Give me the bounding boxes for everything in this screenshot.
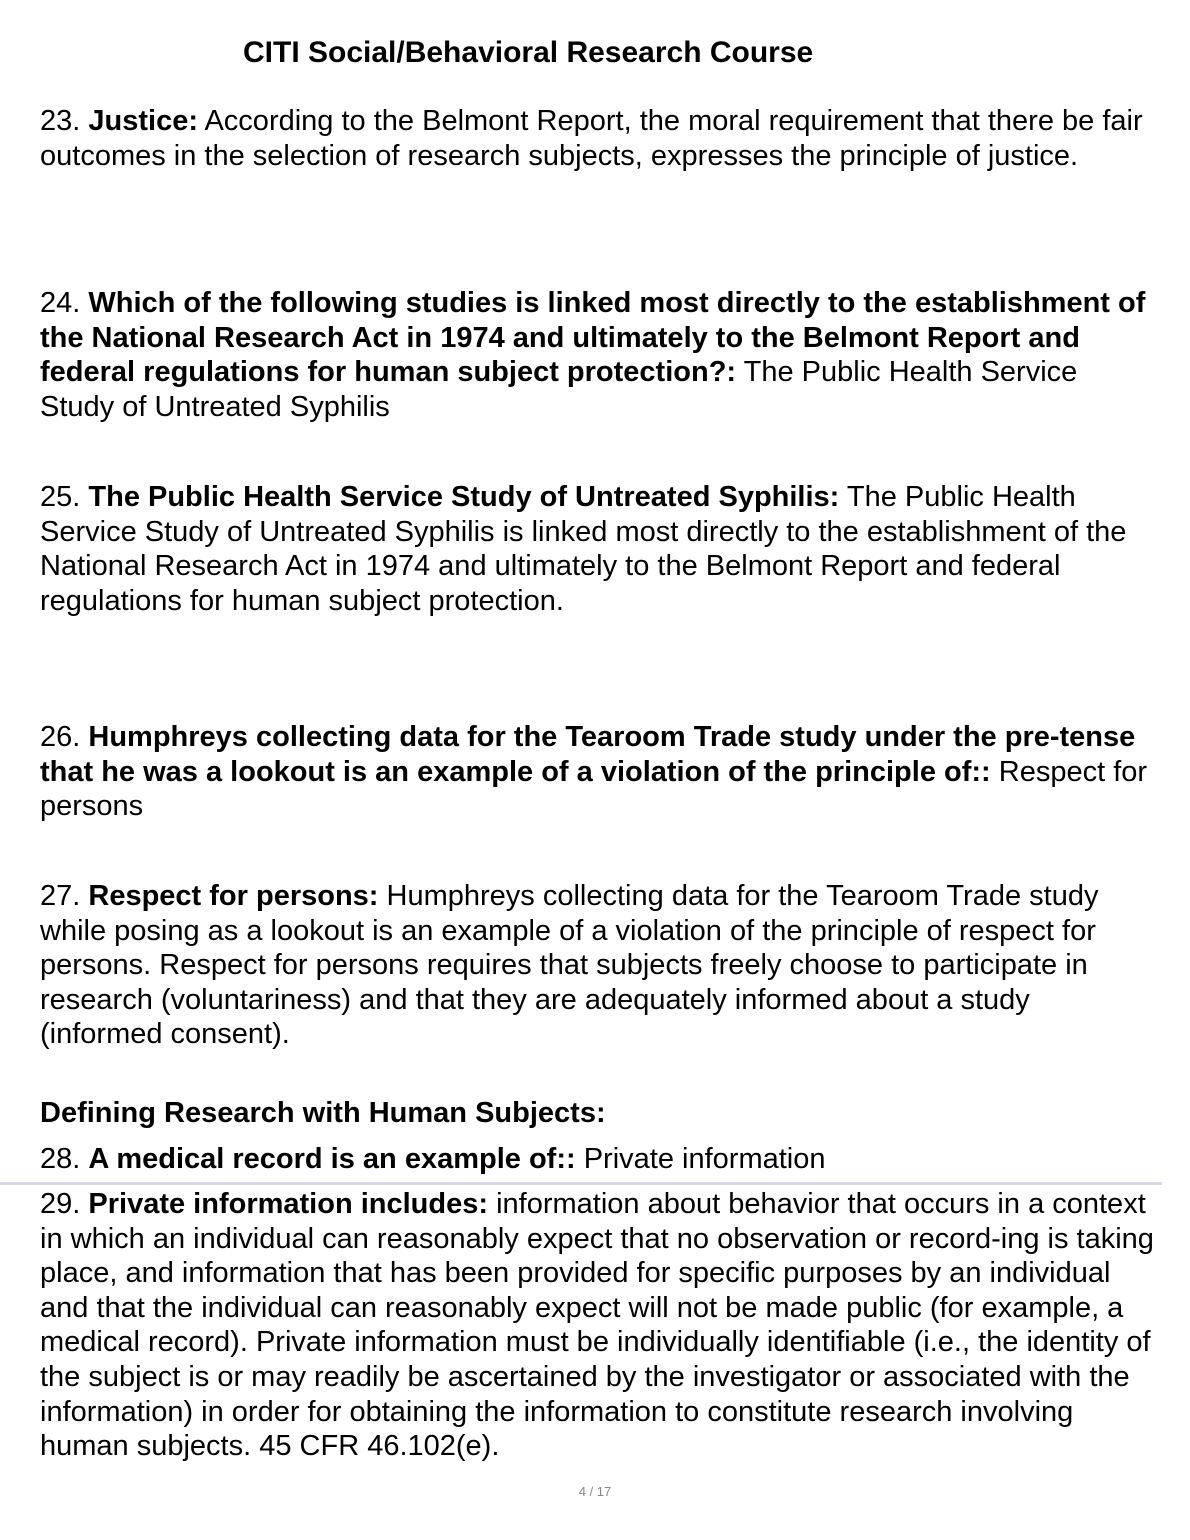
item-number: 26. bbox=[40, 721, 81, 753]
item-answer: The Public Health Service Study of Untreated Syphilis is linked most directly to the establishment of the National Research Act in 1974 and ultimately to the Belmont Report and federal regulations for human subject protection. bbox=[40, 481, 1127, 617]
qa-item-29 bbox=[40, 1187, 1158, 1464]
item-number: 29. bbox=[40, 1188, 81, 1220]
item-number: 28. bbox=[40, 1143, 81, 1175]
qa-item-24 bbox=[40, 286, 1158, 424]
item-answer: Humphreys collecting data for the Tearoom Trade study while posing as a lookout is an example of a violation of the principle of respect for persons. Respect for persons requires that subjects freely choose to participate in research (voluntariness) and that they are adequately informed about a study (informed consent). bbox=[40, 880, 1099, 1051]
item-question: Private information includes: bbox=[88, 1188, 489, 1220]
qa-item-23 bbox=[40, 104, 1158, 173]
qa-item-28 bbox=[40, 1142, 1158, 1177]
item-question: Humphreys collecting data for the Tearoom Trade study under the pre-tense that he was a lookout is an example of a violation of the principle of:: bbox=[40, 721, 1136, 788]
item-answer: According to the Belmont Report, the moral requirement that there be fair outcomes in the selection of research subjects, expresses the principle of justice. bbox=[40, 105, 1143, 172]
item-question: Justice: bbox=[88, 105, 198, 137]
item-number: 25. bbox=[40, 481, 81, 513]
qa-item-25 bbox=[40, 480, 1158, 618]
item-answer: Respect for persons bbox=[40, 755, 1148, 823]
item-answer: Private information bbox=[583, 1143, 826, 1175]
item-number: 23. bbox=[40, 105, 81, 137]
item-answer: The Public Health Service Study of Untreated Syphilis bbox=[40, 356, 1078, 423]
item-question: Respect for persons: bbox=[88, 880, 379, 912]
item-number: 27. bbox=[40, 880, 81, 912]
item-question: A medical record is an example of:: bbox=[88, 1143, 576, 1175]
qa-item-27 bbox=[40, 879, 1158, 1052]
qa-item-26 bbox=[40, 720, 1158, 824]
item-answer: information about behavior that occurs in a context in which an individual can reasonably expect that no observation or record-ing is taking place, and information that has been provided for specific purposes by an individual and that the individual can reasonably expect will not be made public (for example, a medical record). Private information must be individually identifiable (i.e., the identity of the subject is or may readily be ascertained by the investigator or associated with the information) in order for obtaining the information to constitute research involving human subjects. 45 CFR 46.102(e). bbox=[40, 1188, 1154, 1463]
row-divider bbox=[0, 1182, 1162, 1185]
item-question: Which of the following studies is linked most directly to the establishment of the National Research Act in 1974 and ultimately to the Belmont Report and federal regulations for human subject protection?: bbox=[40, 287, 1146, 389]
section-heading: Defining Research with Human Subjects: bbox=[40, 1097, 606, 1129]
item-number: 24. bbox=[40, 287, 81, 319]
item-question: The Public Health Service Study of Untreated Syphilis: bbox=[88, 481, 840, 513]
page-number: 4 / 17 bbox=[578, 1484, 612, 1499]
document-title: CITI Social/Behavioral Research Course bbox=[243, 36, 814, 69]
